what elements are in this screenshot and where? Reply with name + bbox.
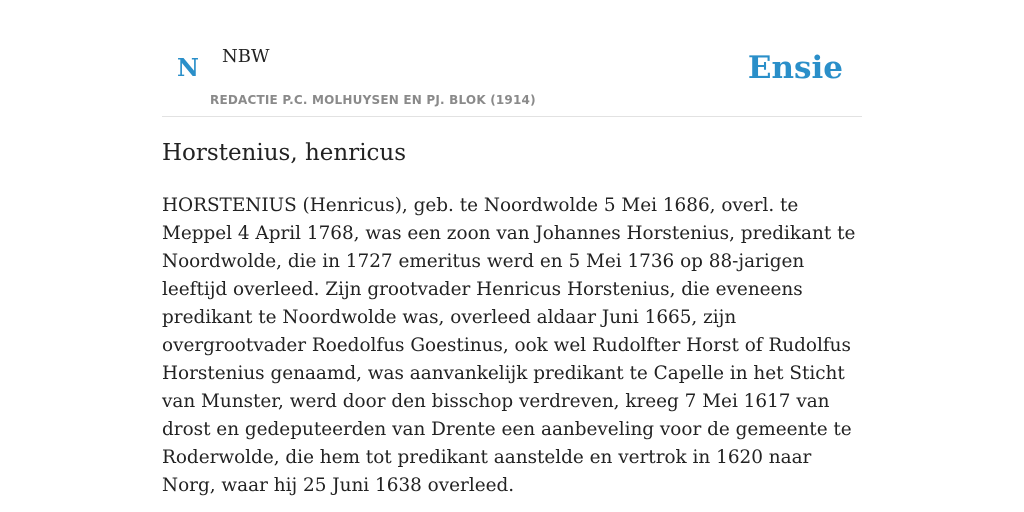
- article-body: HORSTENIUS (Henricus), geb. te Noordwolde 5 Mei 1686, overl. te Meppel 4 April 1768, was een zoon van Johannes Horstenius, predikant te Noordwolde, die in 1727 emeritus werd en 5 Mei 1736 op 88-jarigen leeftijd overleed. Zijn grootvader Henricus Horstenius, die eveneens predikant te Noordwolde was, overleed aldaar Juni 1665, zijn overgrootvader Roedolfus Goestinus, ook wel Rudolfter Horst of Rudolfus Horstenius genaamd, was aanvankelijk predikant te Capelle in het Sticht van Munster, werd door den bisschop verdreven, kreeg 7 Mei 1617 van drost en gedeputeerden van Drente een aanbeveling voor de gemeente te Roderwolde, die hem tot predikant aanstelde en vertrok in 1620 naar Norg, waar hij 25 Juni 1638 overleed.: [162, 195, 856, 496]
- source-subtitle: REDACTIE P.C. MOLHUYSEN EN PJ. BLOK (1914): [210, 93, 536, 107]
- brand-logo[interactable]: Ensie: [747, 50, 843, 86]
- page-title: Horstenius, henricus: [162, 140, 407, 166]
- source-logo[interactable]: N: [177, 53, 199, 82]
- header: [162, 0, 862, 117]
- source-name[interactable]: NBW: [222, 46, 270, 67]
